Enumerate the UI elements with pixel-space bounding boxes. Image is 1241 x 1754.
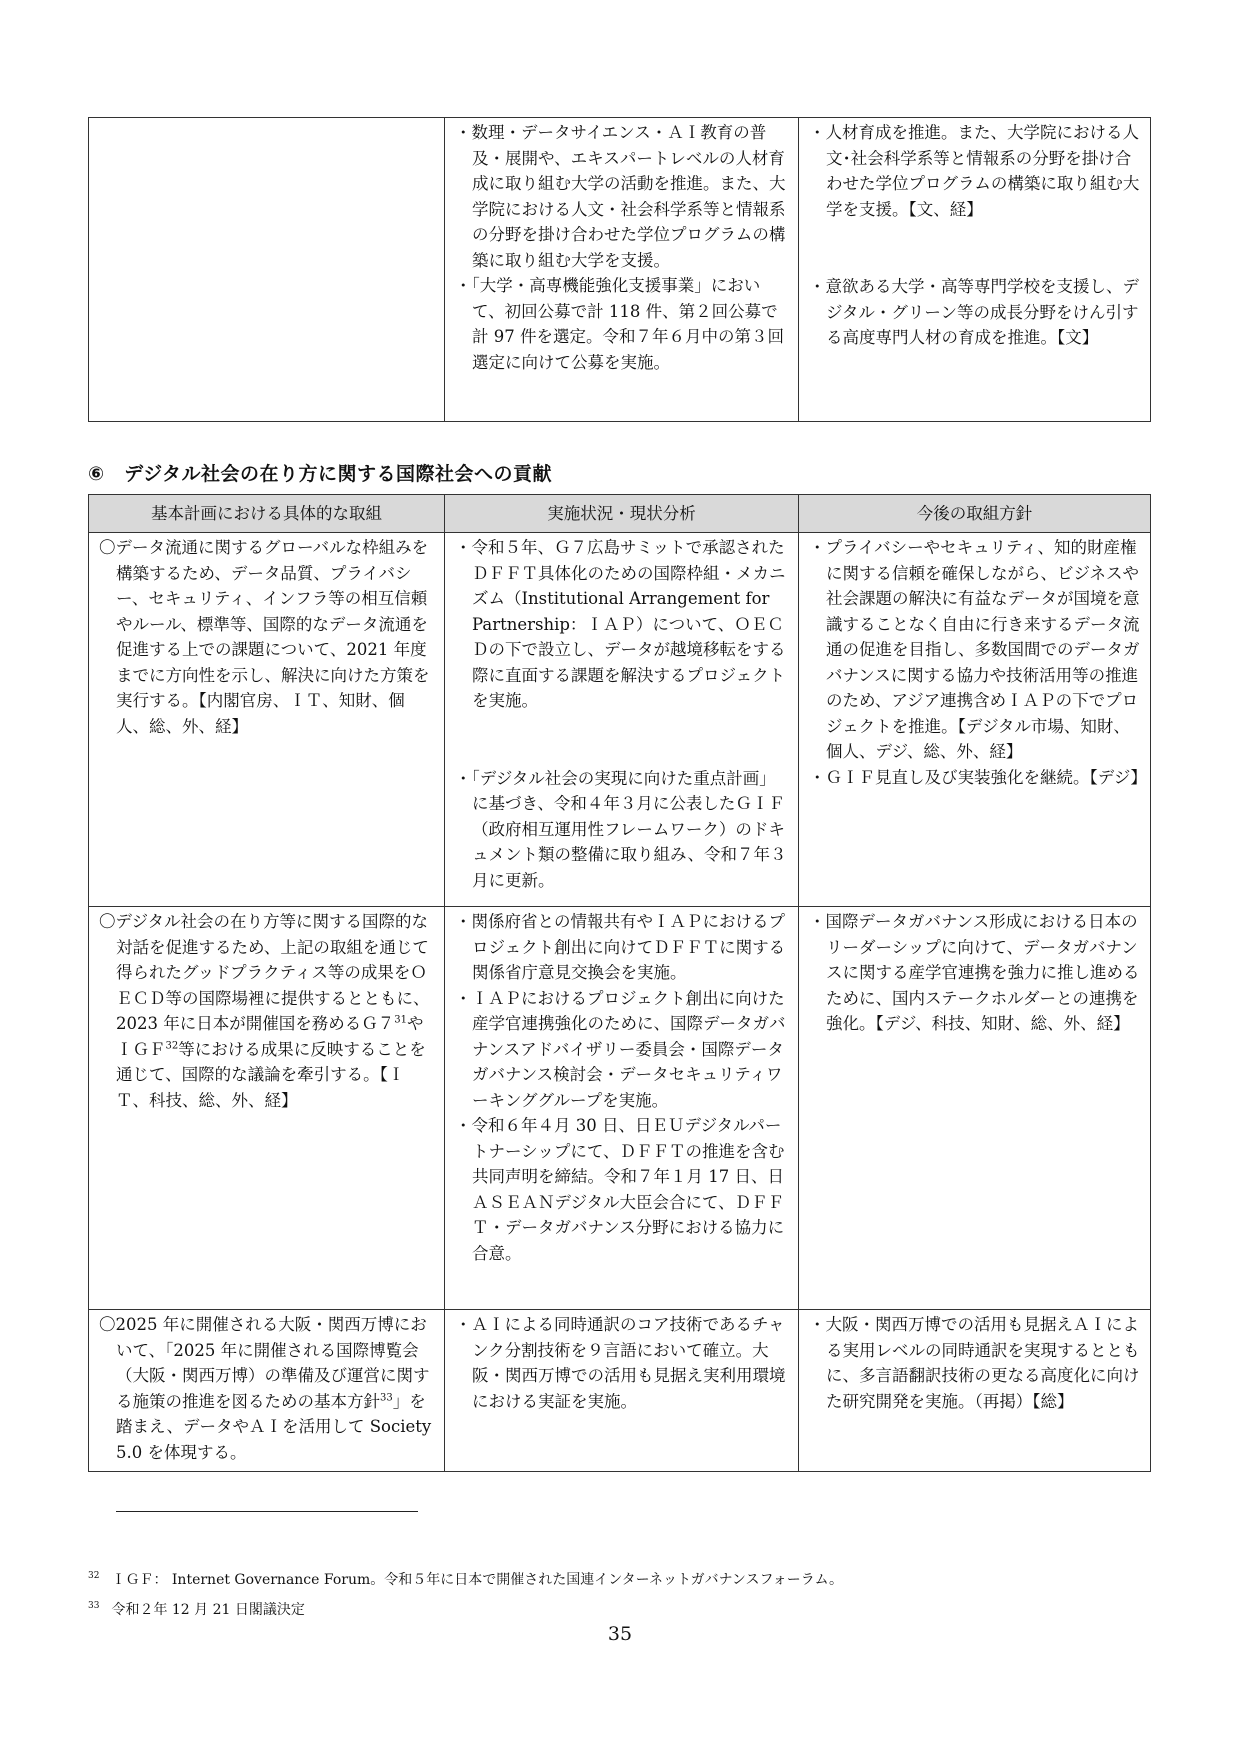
table-cell-status <box>445 533 799 907</box>
table-row <box>89 533 1151 907</box>
table-cell-plan <box>89 1310 445 1472</box>
table-header-row <box>89 495 1151 533</box>
list-item: ・大阪・関西万博での活用も見据えＡＩによる実用レベルの同時通訳を実現するとともに、多言語翻訳技術の更なる高度化に向けた研究開発を実施。（再掲）【総】 <box>809 1315 1140 1411</box>
footnote-text: ＩＧＦ： Internet Governance Forum。令和５年に日本で開催された国連インターネットガバナンスフォーラム。 <box>111 1572 844 1588</box>
table-cell-empty <box>89 118 445 422</box>
text-segment: やＩＧＦ <box>116 1014 424 1059</box>
footnote <box>88 1565 1148 1595</box>
list-item: ・ＡＩによる同時通訳のコア技術であるチャンク分割技術を９言語において確立。大阪・関西万博での活用も見据え実利用環境における実証を実施。 <box>455 1315 786 1411</box>
table-cell-policy <box>799 1310 1151 1472</box>
list-item: ・プライバシーやセキュリティ、知的財産権に関する信頼を確保しながら、ビジネスや社会課題の解決に有益なデータが国境を意識することなく自由に行き来するデータ流通の促進を目指し、多数国間でのデータガバナンスに関する協力や技術活用等の推進のため、アジア連携含めＩＡＰの下でプロジェクトを推進。【デジタル市場、知財、個人、デジ、総、外、経】 <box>809 538 1140 761</box>
list-item <box>99 1312 436 1465</box>
continued-table <box>88 117 1151 422</box>
list-item: ・人材育成を推進。また、大学院における人文･社会科学系等と情報系の分野を掛け合わせた学位プログラムの構築に取り組む大学を支援。【文、経】 <box>809 123 1140 219</box>
list-item: 〇データ流通に関するグローバルな枠組みを構築するため、データ品質、プライバシー、セキュリティ、インフラ等の相互信頼やルール、標準等、国際的なデータ流通を促進する上での課題について、2021 年度までに方向性を示し、解決に向けた方策を実行する。【内閣官房、ＩＴ、知財、個人、総、外、経】 <box>99 538 430 736</box>
main-table <box>88 494 1151 1472</box>
text-segment: 」を踏まえ、データやＡＩを活用して Society 5.0 を体現する。 <box>116 1391 432 1462</box>
list-item: ・令和６年４月 30 日、日ＥＵデジタルパートナーシップにて、ＤＦＦＴの推進を含む共同声明を締結。令和７年１月 17 日、日ＡＳＥＡＮデジタル大臣会合にて、ＤＦＦＴ・データガバナンス分野における協力に合意。 <box>455 1116 785 1263</box>
list-item: ・令和５年、Ｇ７広島サミットで承認されたＤＦＦＴ具体化のための国際枠組・メカニズム（Institutional Arrangement for Partnership：ＩＡＰ）について、ＯＥＣＤの下で設立し、データが越境移転をする際に直面する課題を解決するプロジェクトを実施。 <box>455 538 786 710</box>
table-cell-plan <box>89 533 445 907</box>
footnotes <box>88 1565 1148 1625</box>
footnote <box>88 1595 1148 1625</box>
table-cell-policy <box>799 907 1151 1310</box>
column-header: 実施状況・現状分析 <box>445 495 799 533</box>
footnote-ref: 31 <box>394 1014 407 1026</box>
list-item: ・意欲ある大学・高等専門学校を支援し、デジタル・グリーン等の成長分野をけん引する高度専門人材の育成を推進。【文】 <box>809 277 1139 347</box>
footnote-ref: 32 <box>165 1040 179 1051</box>
column-header: 基本計画における具体的な取組 <box>89 495 445 533</box>
table-cell-status <box>445 1310 799 1472</box>
text-segment: 〇2025 年に開催される大阪・関西万博において、「2025 年に開催される国際博覧会（大阪・関西万博）の準備及び運営に関する施策の推進を図るための基本方針 <box>99 1315 430 1411</box>
footnote-text: 令和２年 12 月 21 日閣議決定 <box>111 1602 305 1618</box>
column-header: 今後の取組方針 <box>799 495 1151 533</box>
footnote-mark: 32 <box>88 1571 100 1582</box>
table-row <box>89 907 1151 1310</box>
list-item: ・ＧＩＦ見直し及び実装強化を継続。【デジ】 <box>809 767 1147 787</box>
text-segment: 〇デジタル社会の在り方等に関する国際的な対話を促進するため、上記の取組を通じて得られたグッドプラクティス等の成果をＯＥＣＤ等の国際場裡に提供するとともに、2023 年に日本が開催国を務めるＧ７ <box>99 912 430 1033</box>
table-row <box>89 118 1151 422</box>
list-item: ・「デジタル社会の実現に向けた重点計画」に基づき、令和４年３月に公表したＧＩＦ（政府相互運用性フレームワーク）のドキュメント類の整備に取り組み、令和７年３月に更新。 <box>455 768 787 890</box>
footnote-ref: 33 <box>380 1392 393 1403</box>
table-cell-status <box>445 907 799 1310</box>
table-row <box>89 1310 1151 1472</box>
footnote-mark: 33 <box>88 1601 100 1612</box>
list-item: ・「大学・高専機能強化支援事業」において、初回公募で計 118 件、第２回公募で計 97 件を選定。令和７年６月中の第３回選定に向けて公募を実施。 <box>455 276 784 372</box>
table-cell-policy <box>799 533 1151 907</box>
list-item: ・ＩＡＰにおけるプロジェクト創出に向けた産学官連携強化のために、国際データガバナンスアドバイザリー委員会・国際データガバナンス検討会・データセキュリティワーキンググループを実施。 <box>455 988 786 1110</box>
section-heading: ⑥ デジタル社会の在り方に関する国際社会への貢献 <box>88 463 552 485</box>
text-segment: 等における成果に反映することを通じて、国際的な議論を牽引する。【ＩＴ、科技、総、外、経】 <box>116 1039 426 1110</box>
page-number: 35 <box>607 1623 633 1645</box>
table-cell-plan <box>89 907 445 1310</box>
table-cell-policy <box>799 118 1151 422</box>
list-item <box>99 909 436 1113</box>
list-item: ・数理・データサイエンス・ＡＩ教育の普及・展開や、エキスパートレベルの人材育成に取り組む大学の活動を推進。また、大学院における人文・社会科学系等と情報系の分野を掛け合わせた学位プログラムの構築に取り組む大学を支援。 <box>455 123 786 270</box>
list-item: ・国際データガバナンス形成における日本のリーダーシップに向けて、データガバナンスに関する産学官連携を強力に推し進めるために、国内ステークホルダーとの連携を強化。【デジ、科技、知財、総、外、経】 <box>809 912 1140 1033</box>
footnote-divider <box>116 1511 418 1512</box>
list-item: ・関係府省との情報共有やＩＡＰにおけるプロジェクト創出に向けてＤＦＦＴに関する関係省庁意見交換会を実施。 <box>455 912 786 982</box>
table-cell-status <box>445 118 799 422</box>
